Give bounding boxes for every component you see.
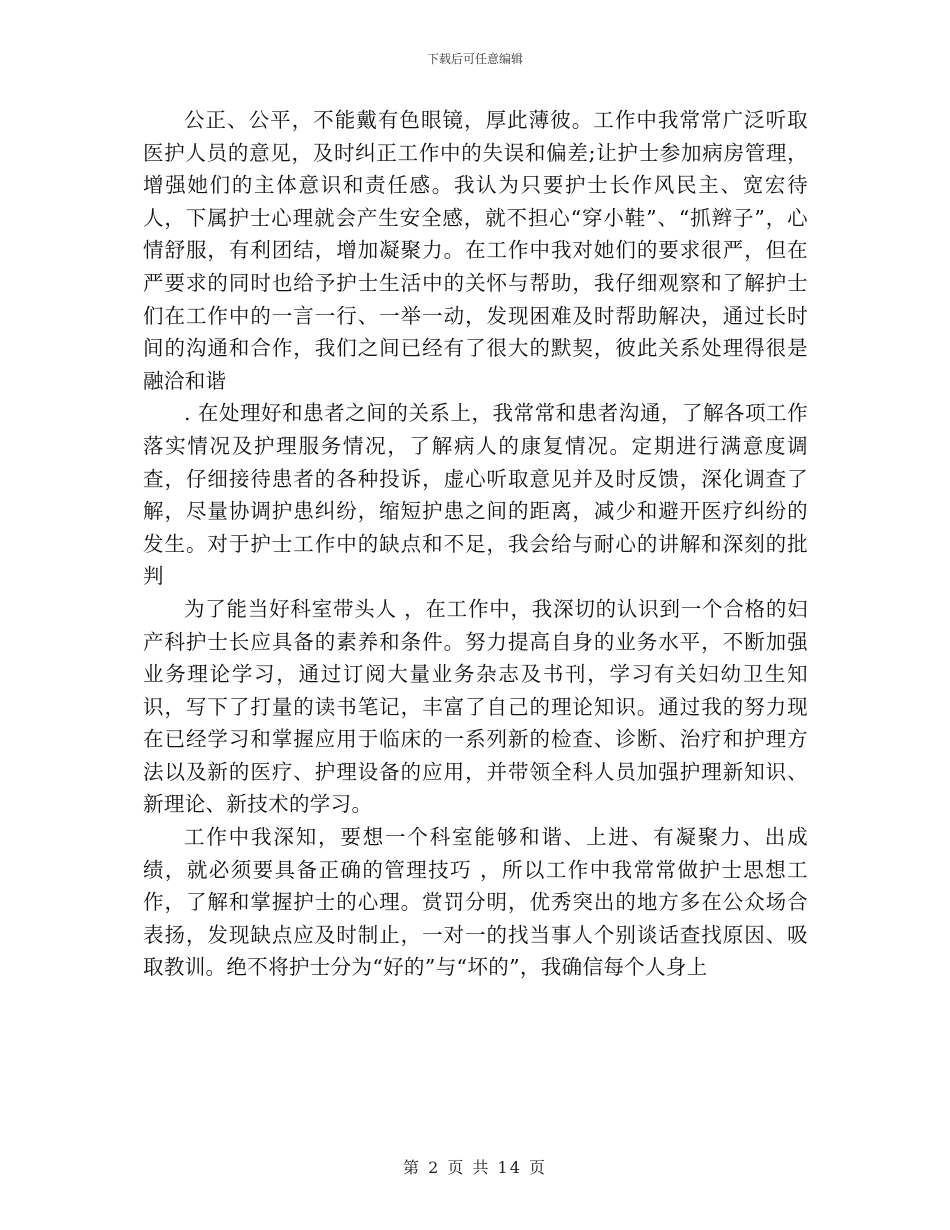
page-header-note: 下载后可任意编辑 bbox=[426, 52, 523, 66]
paragraph-2: . 在处理好和患者之间的关系上，我常常和患者沟通，了解各项工作落实情况及护理服务情况，了解病人的康复情况。定期进行满意度调查，仔细接待患者的各种投诉，虚心听取意见并及时反馈，深化调查了解，尽量协调护患纠纷，缩短护患之间的距离，减少和避开医疗纠纷的发生。对于护士工作中的缺点和不足，我会给与耐心的讲解和深刻的批判 bbox=[143, 401, 808, 589]
paragraph-1: 公正、公平，不能戴有色眼镜，厚此薄彼。工作中我常常广泛听取医护人员的意见，及时纠正工作中的失误和偏差;让护士参加病房管理，增强她们的主体意识和责任感。我认为只要护士长作风民主、宽宏待人，下属护士心理就会产生安全感，就不担心“穿小鞋”、“抓辫子”，心情舒服，有利团结，增加凝聚力。在工作中我对她们的要求很严，但在严要求的同时也给予护士生活中的关怀与帮助，我仔细观察和了解护士们在工作中的一言一行、一举一动，发现困难及时帮助解决，通过长时间的沟通和合作，我们之间已经有了很大的默契，彼此关系处理得很是融洽和谐 bbox=[143, 108, 808, 393]
document-body bbox=[143, 104, 808, 984]
paragraph-3: 为了能当好科室带头人 ，在工作中，我深切的认识到一个合格的妇产科护士长应具备的素养和条件。努力提高自身的业务水平，不断加强业务理论学习，通过订阅大量业务杂志及书刊，学习有关妇幼卫生知识，写下了打量的读书笔记，丰富了自己的理论知识。通过我的努力现在已经学习和掌握应用于临床的一系列新的检查、诊断、治疗和护理方法以及新的医疗、护理设备的应用，并带领全科人员加强护理新知识、新理论、新技术的学习。 bbox=[143, 596, 808, 817]
paragraph-4: 工作中我深知，要想一个科室能够和谐、上进、有凝聚力、出成绩，就必须要具备正确的管理技巧 ，所以工作中我常常做护士思想工作，了解和掌握护士的心理。赏罚分明，优秀突出的地方多在公众场合表扬，发现缺点应及时制止，一对一的找当事人个别谈话查找原因、吸取教训。绝不将护士分为“好的”与“坏的”，我确信每个人身上 bbox=[143, 825, 808, 980]
page-number-footer: 第 2 页 共 14 页 bbox=[403, 1158, 547, 1177]
